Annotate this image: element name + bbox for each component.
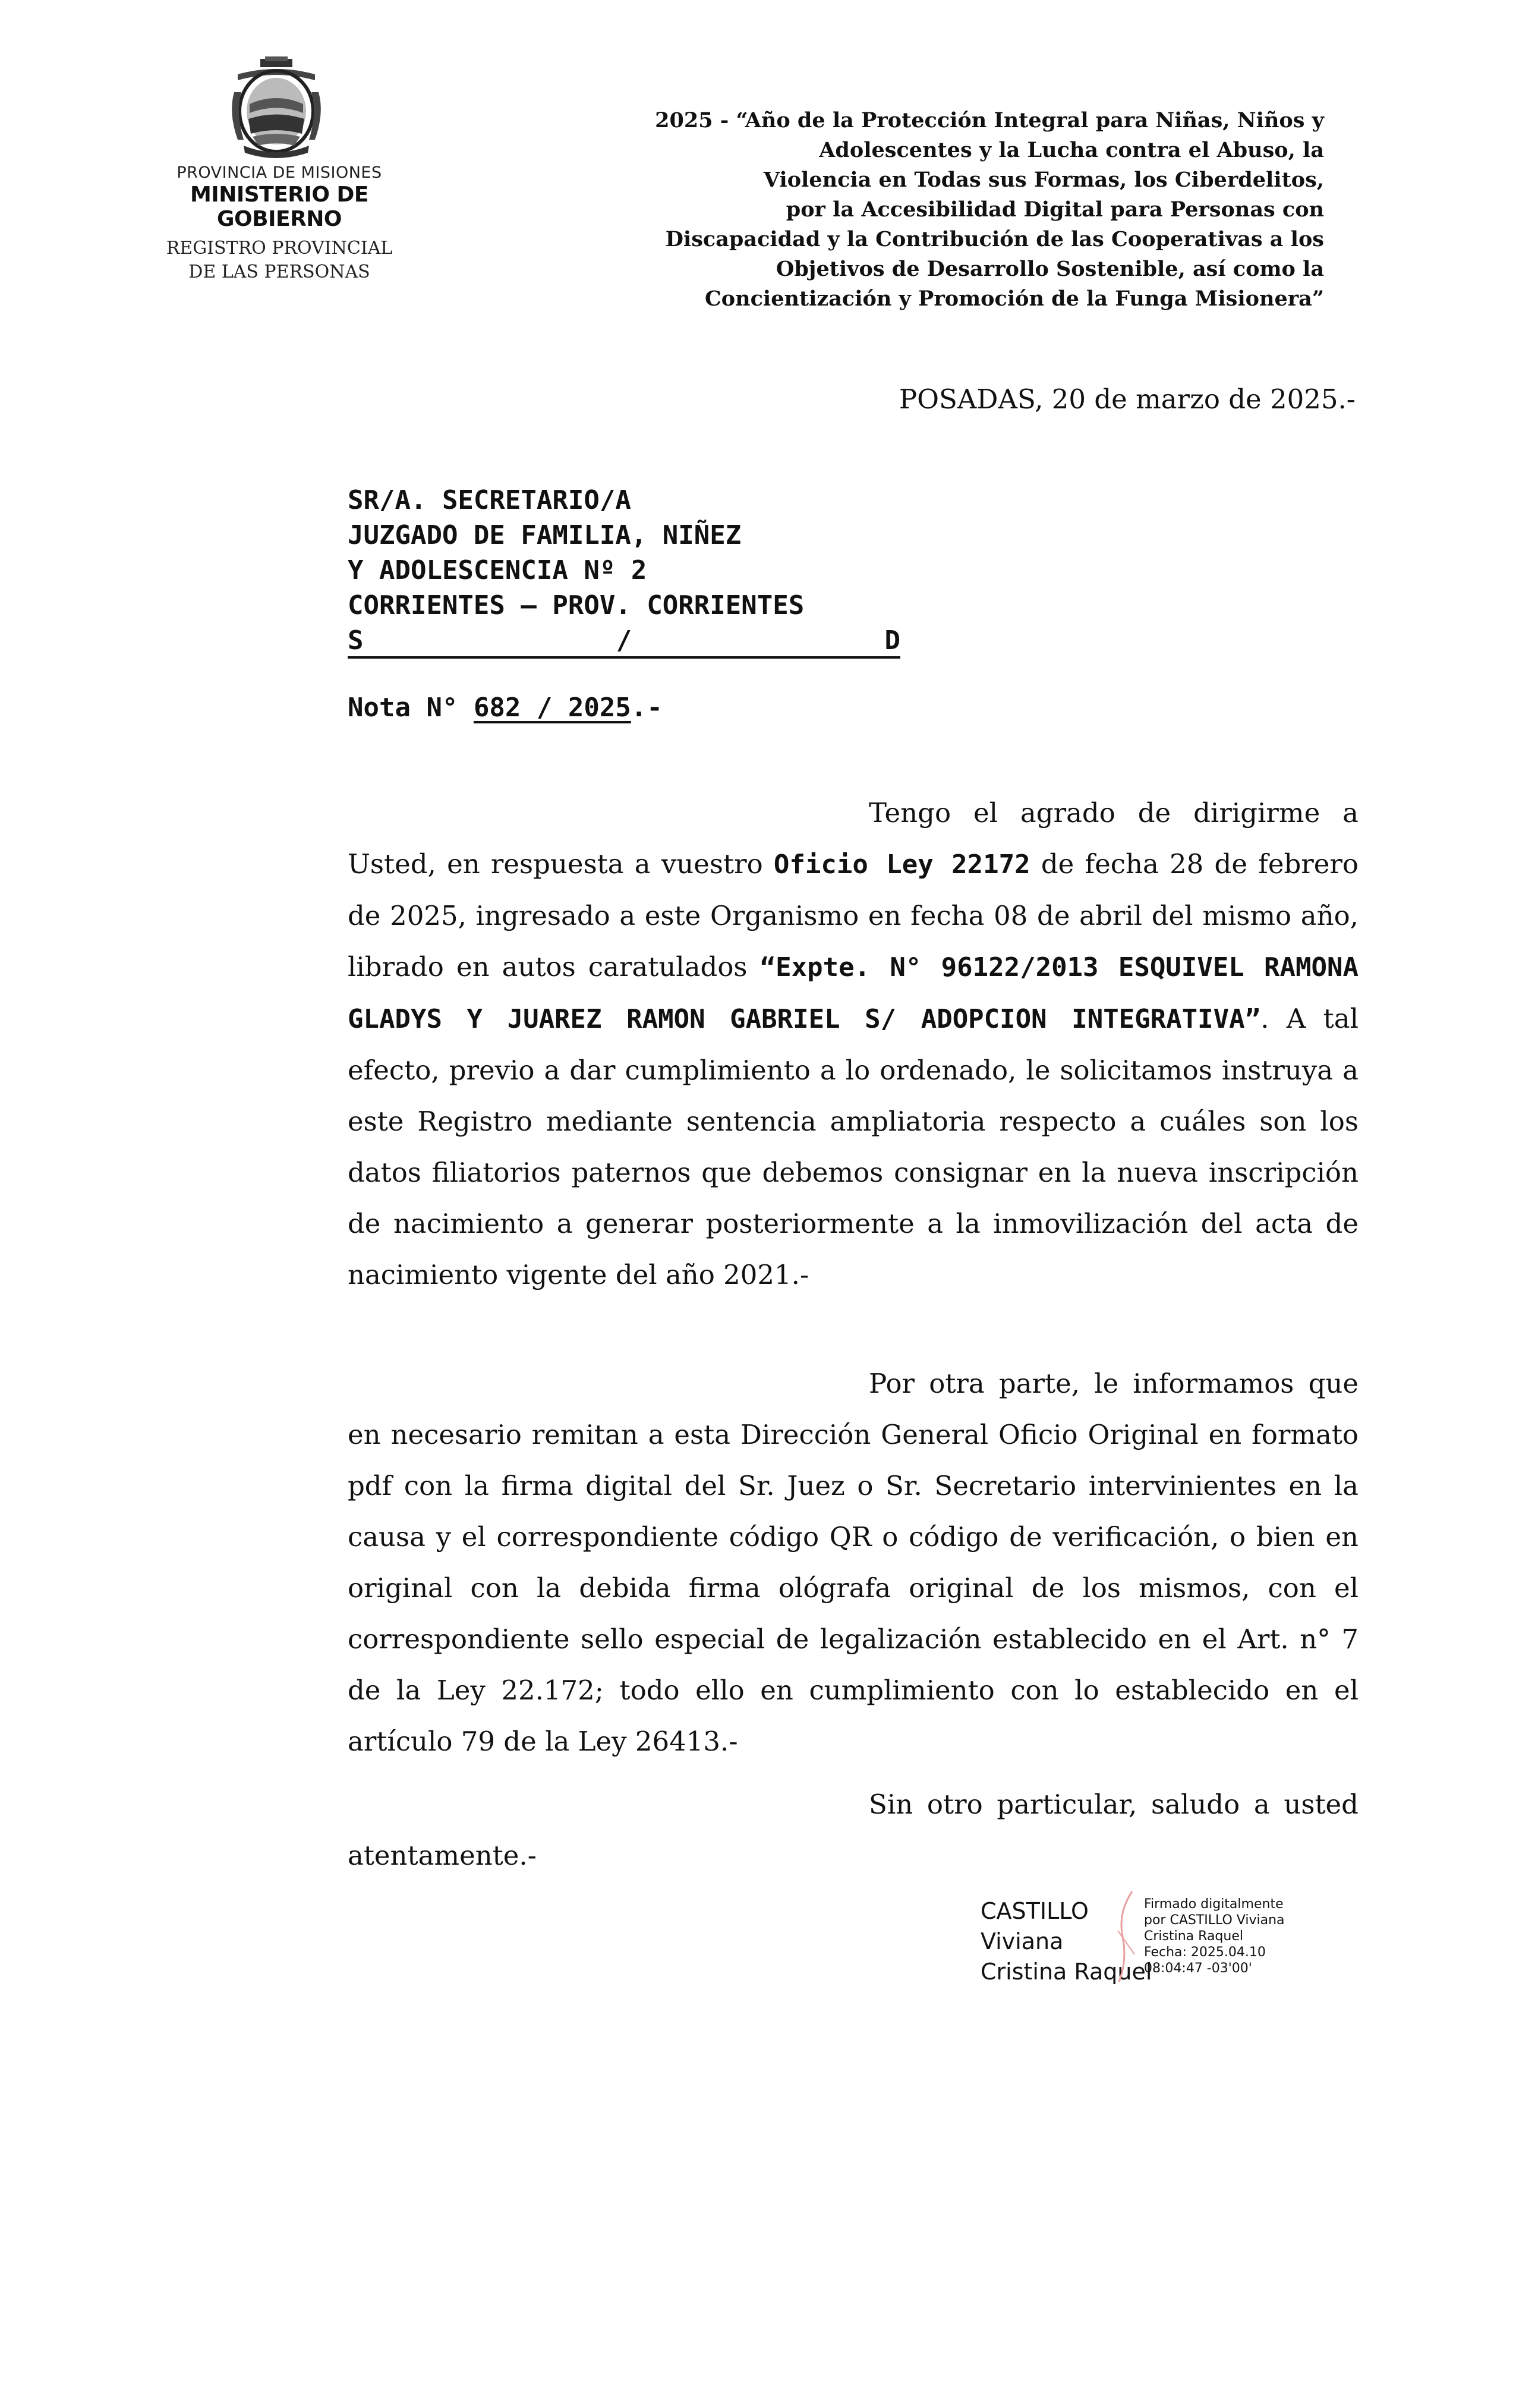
sig-info-line: por CASTILLO Viviana	[1144, 1913, 1285, 1928]
p1-text-a: Tengo el agrado de dirigirme a Usted, en respuesta a vuestro	[348, 797, 1359, 880]
motto-line: por la Accesibilidad Digital para Personas con	[786, 197, 1324, 222]
motto-line: Objetivos de Desarrollo Sostenible, así como la	[776, 257, 1324, 281]
motto-line: Violencia en Todas sus Formas, los Ciberdelitos,	[763, 168, 1324, 192]
motto-line: 2025 - “Año de la Protección Integral para Niñas, Niños y	[655, 108, 1324, 133]
motto-line: Concientización y Promoción de la Funga Misionera”	[704, 287, 1324, 311]
letter-date: POSADAS, 20 de marzo de 2025.-	[899, 383, 1356, 415]
signer-name-line: Viviana	[981, 1928, 1064, 1954]
digital-signature-mark-icon	[1114, 1889, 1138, 1984]
p1-text-e: . A tal efecto, previo a dar cumplimiento a lo ordenado, le solicitamos instruya a este Registro mediante sentencia ampliatoria respecto a cuáles son los datos filiatorios paternos que debemos consignar en la nueva inscripción de nacimiento a generar posteriormente a la inmovilización del acta de nacimiento vigente del año 2021.-	[348, 1003, 1359, 1290]
closing-paragraph	[348, 1779, 1359, 1881]
p3-text: Sin otro particular, saludo a usted atentamente.-	[348, 1789, 1359, 1871]
signer-name-line: CASTILLO	[981, 1898, 1089, 1924]
body-paragraph-1	[348, 788, 1359, 1301]
provincial-crest-icon	[226, 56, 327, 160]
body-paragraph-2	[348, 1358, 1359, 1767]
p1-oficio-ref: Oficio Ley 22172	[773, 849, 1030, 880]
motto-line: Adolescentes y la Lucha contra el Abuso, la	[819, 138, 1324, 162]
province-name: PROVINCIA DE MISIONES	[177, 163, 382, 182]
sig-info-line: 08:04:47 -03'00'	[1144, 1961, 1252, 1976]
note-suffix: .-	[631, 693, 663, 723]
note-number-value: 682 / 2025	[473, 693, 631, 723]
ministry-name: MINISTERIO DE GOBIERNO	[190, 182, 369, 231]
p1-case-title: “Expte. N° 96122/2013 ESQUIVEL RAMONA GLADYS Y JUAREZ RAMON GABRIEL S/ ADOPCION INTEGRATIVA”	[348, 952, 1359, 1034]
sd-slash: /	[616, 625, 632, 656]
sig-info-line: Cristina Raquel	[1144, 1929, 1243, 1944]
addressee-line: SR/A. SECRETARIO/A	[348, 485, 631, 515]
p1-text-c: de fecha 28 de febrero de 2025, ingresado a este Organismo en fecha 08 de abril del mismo año, librado en autos caratulados	[348, 848, 1359, 983]
addressee-line: CORRIENTES – PROV. CORRIENTES	[348, 590, 805, 621]
addressee-block	[348, 483, 900, 659]
letterhead	[137, 56, 422, 294]
su-despacho-line	[348, 625, 900, 659]
p2-text: Por otra parte, le informamos que en necesario remitan a esta Dirección General Oficio Original en formato pdf con la firma digital del Sr. Juez o Sr. Secretario intervinientes en la causa y el correspondiente código QR o código de verificación, o bien en original con la debida firma ológrafa original de los mismos, con el correspondiente sello especial de legalización establecido en el Art. n° 7 de la Ley 22.172; todo ello en cumplimiento con lo establecido en el artículo 79 de la Ley 26413.-	[348, 1368, 1359, 1757]
registry-name-line1: REGISTRO PROVINCIAL	[166, 238, 393, 259]
sd-d: D	[884, 625, 900, 656]
sig-info-line: Fecha: 2025.04.10	[1144, 1945, 1266, 1960]
registry-name-line2: DE LAS PERSONAS	[188, 262, 370, 282]
year-motto	[582, 106, 1324, 314]
sd-s: S	[348, 625, 364, 656]
addressee-line: JUZGADO DE FAMILIA, NIÑEZ	[348, 520, 742, 550]
addressee-line: Y ADOLESCENCIA Nº 2	[348, 555, 647, 586]
signer-name-line: Cristina Raquel	[981, 1959, 1152, 1985]
sig-info-line: Firmado digitalmente	[1144, 1897, 1284, 1912]
note-label: Nota N°	[348, 693, 458, 723]
digital-signature-info	[1144, 1896, 1285, 1976]
motto-line: Discapacidad y la Contribución de las Cooperativas a los	[665, 227, 1324, 251]
note-number	[348, 693, 663, 723]
